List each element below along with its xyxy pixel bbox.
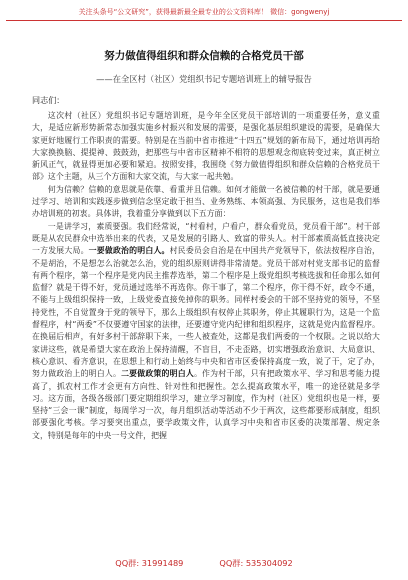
promo-banner: 关注头条号“公文研究”，获得最新最全最专业的公文资料库！ 微信：gongwenyj (6, 4, 402, 21)
footer (0, 558, 408, 569)
footer-qq-group-2: QQ群: 535304092 (219, 558, 293, 568)
footer-qq-group: QQ群: 31991489 (115, 558, 184, 568)
body-paragraph (32, 221, 380, 442)
document-subtitle: ——在全区村（社区）党组织书记专题培训班上的辅导报告 (96, 74, 312, 84)
document-body (32, 110, 380, 442)
body-paragraph (32, 110, 380, 184)
paragraph-text: 一是讲学习，素质要强。我们经常说，“村看村，户看户，群众看党员，党员看干部”。村干部既是从农民群众中选举出来的代表，又是发展的引路人、致富的带头人。村干部素质高低直接决定一方发展大局。 (32, 221, 380, 256)
salutation: 同志们： (32, 95, 65, 105)
paragraph-text: 何为信赖？信赖的意思就是依靠、看重并且信赖。如何才能做一名被信赖的村干部，就是要通过学习、培训和实践逐步做到信念坚定敢于担当、业务熟练、本领高强、为民服务，这也是我们举办培训班的初衷。具体讲，我着重分享做到以下五方面： (32, 184, 380, 219)
paragraph-text: 村民委员会自治是在中国共产党领导下，依法按程序自治，不是胡治，不是想怎么治就怎么治，党的组织原则讲得非常清楚。党员干部对村党支部书记的监督有两个程序，第一个程序是党内民主推荐选举，第二个程序是上级党组织考核选拔和任命那么如何监督？就是干得不好，党员通过选举不再选你。你干事了，第二个程序，你干得不好，政令不通，不能与上级组织保持一致，上级党委直接免掉你的职务。同样村委会的干部不坚持党的领导，不坚持党性，不自觉置身于党的领导下，那么上级组织有权停止其职务，停止其履职行为，这是一个监督程序，村“两委”不仅要遵守国家的法律，还要遵守党内纪律和组织程序，这就是党内监督程序。在换届后相声，有好多村干部辞职下来，一些人被查处，这都是我们两委的一个权限。之说以给大家讲这些，就是希望大家在政治上保持清醒，不盲目，不走歪路，切实增强政治意识、大局意识、核心意识、看齐意识，在思想上和行动上始终与中央和省市区委保持高度一致，说了干，定了办，努力做政治上的明白人。 (32, 246, 380, 379)
paragraph-text: 这次村（社区）党组织书记专题培训班，是今年全区党员干部培训的一项重要任务，意义重大，是适应新形势新常态加强实施乡村振兴和发展的需要，是强化基层组织建设的需要，是确保大家更好地履行工作职责的需要。特别是在当前中省市推进“十四五”规划的新布局下，通过培训再给大家换换脑、提提神、鼓鼓劲，把那些与中省市区精神不相符的思想观念彻底转变过来，真正树立新风正气，就显得更加必要和紧迫。按照安排，我围绕《努力做值得组织和群众信赖的合格党员干部》这个主题，从三个方面和大家交流，与大家一起共勉。 (32, 111, 380, 182)
bold-heading-text: 一要做政治的明白人。 (88, 246, 170, 256)
document-title: 努力做值得组织和群众信赖的合格党员干部 (104, 50, 304, 62)
body-paragraph (32, 184, 380, 221)
paragraph-text: 。作为村干部，只有把政策水平、学习和思考能力提高了，抓农村工作才会更有方向性、针对性和把握性。怎么提高政策水平，唯一的途径就是多学习。这方面，各级各级部门要定期组织学习，建立学习制度，作为村（社区）党组织也是一样，要坚持“三会一课”制度，每周学习一次，每月组织活动等活动不少于两次，这些都要形成制度，组织部要强化考核。学习要突出重点，要学政策文件，认真学习中央和省市区委的决策部署、规定条文，特别是每年的中央一号文件，把握 (32, 369, 380, 440)
bold-heading-text: 二要做政策的明白人 (121, 369, 194, 379)
